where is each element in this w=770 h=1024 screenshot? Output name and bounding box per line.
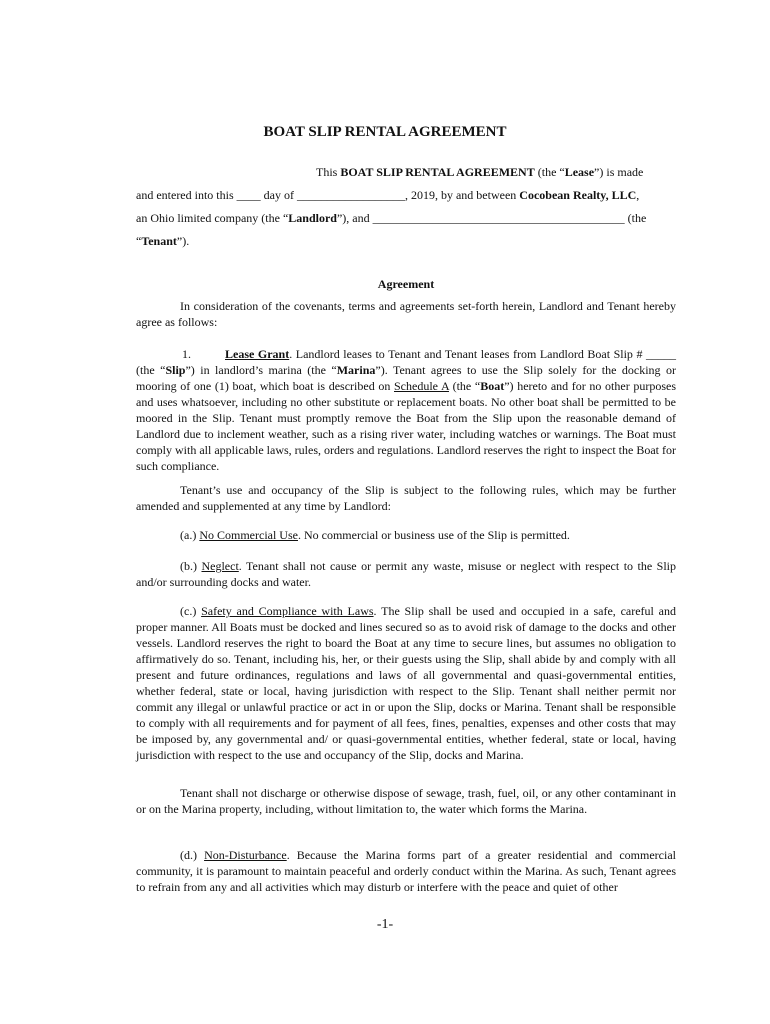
intro-line-3: an Ohio limited company (the “Landlord”), and __________________________________________ (the — [136, 211, 647, 225]
section-lease-grant: 1. Lease Grant. Landlord leases to Tenant and Tenant leases from Landlord Boat Slip # _____ (the “Slip”) in landlord’s marina (the “Marina”). Tenant agrees to use the Slip solely for the docking or mooring of one (1) boat, which boat is described on Schedule A (the “Boat”) hereto and for no other purposes and uses whatsoever, including no other substitute or replacement boats. No other boat shall be permitted to be moored in the Slip. Tenant must promptly remove the Boat from the Slip upon the reasonable demand of Landlord due to inclement weather, such as a rising river water, including watches or warnings. The Boat must comply with all applicable laws, rules, orders and regulations. Landlord reserves the right to inspect the Boat for such compliance. — [136, 347, 677, 473]
document-title: BOAT SLIP RENTAL AGREEMENT — [263, 124, 507, 140]
intro-line-4: “Tenant”). — [136, 234, 190, 248]
rule-b-neglect: (b.) Neglect. Tenant shall not cause or permit any waste, misuse or neglect with respect to the Slip and/or surrounding docks and water. — [136, 559, 676, 589]
rules-intro-paragraph: Tenant’s use and occupancy of the Slip is subject to the following rules, which may be further amended and supplemented at any time by Landlord: — [136, 483, 676, 513]
discharge-paragraph: Tenant shall not discharge or otherwise dispose of sewage, trash, fuel, oil, or any other contaminant in or on the Marina property, including, without limitation to, the water which forms the Marina. — [136, 786, 676, 816]
rule-d-non-disturbance: (d.) Non-Disturbance. Because the Marina forms part of a greater residential and commercial community, it is paramount to maintain peaceful and orderly conduct within the Marina. As such, Tenant agrees to refrain from any and all activities which may disturb or interfere with the peace and quiet of other — [136, 848, 676, 894]
page-number: -1- — [376, 917, 394, 932]
consideration-paragraph: In consideration of the covenants, terms and agreements set-forth herein, Landlord and Tenant hereby agree as follows: — [136, 299, 676, 329]
agreement-heading: Agreement — [377, 277, 435, 291]
intro-line-1: This BOAT SLIP RENTAL AGREEMENT (the “Lease”) is made — [316, 165, 644, 179]
rule-c-safety-compliance: (c.) Safety and Compliance with Laws. The Slip shall be used and occupied in a safe, careful and proper manner. All Boats must be docked and lines secured so as to avoid risk of damage to the docks and other vessels. Landlord reserves the right to board the Boat at any time to secure lines, but assumes no obligation to affirmatively do so. Tenant, including his, her, or their guests using the Slip, shall abide by and comply with all present and future ordinances, regulations and laws of all governmental and quasi-governmental entities, whether federal, state or local, having jurisdiction with respect to the Slip. Tenant shall neither permit nor commit any illegal or unlawful practice or act in or upon the Slip, docks or Marina. Tenant shall be responsible to comply with all requirements and for payment of all fees, fines, penalties, expenses and other costs that may be imposed by, any governmental and/ or quasi-governmental entities, whether federal, state or local, having jurisdiction with respect to the use and occupancy of the Slip, docks and Marina. — [136, 604, 676, 762]
intro-line-2: and entered into this ____ day of __________________, 2019, by and between Cocobean Realty, LLC, — [136, 188, 640, 202]
rule-a-no-commercial-use: (a.) No Commercial Use. No commercial or business use of the Slip is permitted. — [180, 528, 570, 542]
